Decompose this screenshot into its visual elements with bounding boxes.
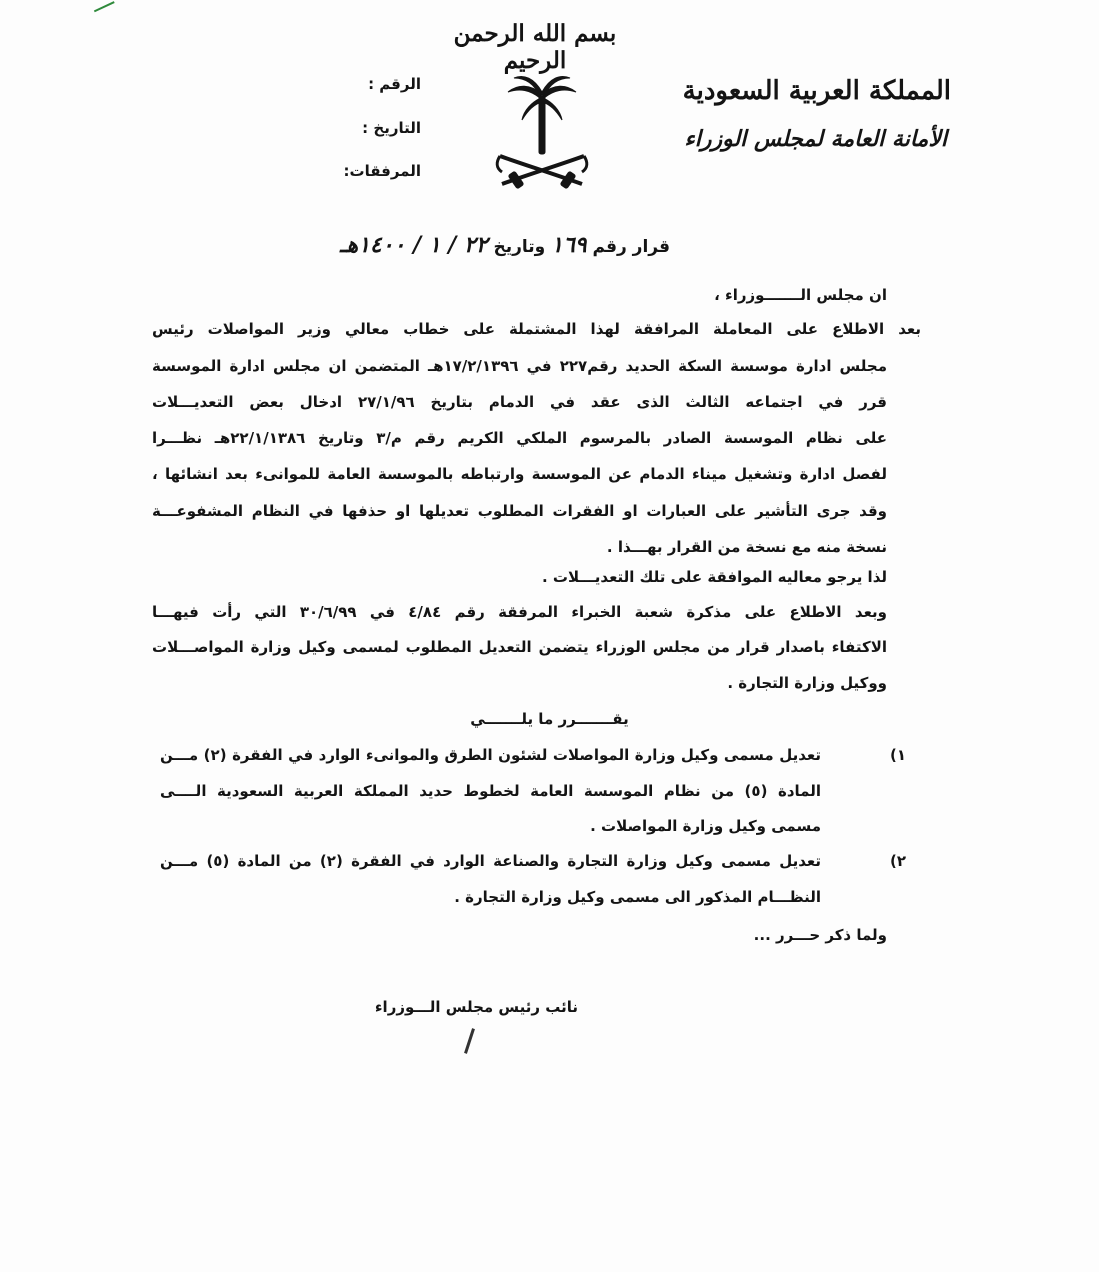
addressee-line: ان مجلس الـــــــوزراء ، <box>714 286 887 304</box>
body-line: مجلس ادارة موسسة السكة الحديد رقم٢٢٧ في ١٧/٢/١٣٩٦هـ المتضمن ان مجلس ادارة الموسسة <box>152 357 887 375</box>
body-line: نسخة منه مع نسخة من القرار بهـــذا . <box>606 538 887 556</box>
item-number: ١) <box>889 746 906 764</box>
decision-number: ١٦٩ <box>551 232 587 258</box>
body-line: ووكيل وزارة التجارة . <box>727 674 887 692</box>
item-line: المادة (٥) من نظام الموسسة العامة لخطوط حديد المملكة العربية السعودية الــــى <box>160 782 821 800</box>
decides-heading: يقـــــــرر ما يلـــــــي <box>470 710 629 728</box>
decision-title <box>270 232 670 258</box>
closing-line: ولما ذكر حـــرر ... <box>753 926 887 944</box>
date-label: التاريخ : <box>362 119 421 137</box>
decision-date: ٢٢ / ١ / ١٤٠٠هـ <box>340 232 488 258</box>
basmala: بسم الله الرحمن الرحيم <box>453 20 617 74</box>
body-line: قرر في اجتماعه الثالث الذى عقد في الدمام بتاريخ ٢٧/١/٩٦ ادخال بعض التعديـــلات <box>152 393 888 411</box>
item-number: ٢) <box>889 852 906 870</box>
number-label: الرقم : <box>368 75 421 93</box>
signature-title: نائب رئيس مجلس الـــوزراء <box>374 998 578 1016</box>
decision-prefix: قرار رقم <box>592 237 670 257</box>
item-line: تعديل مسمى وكيل وزارة المواصلات لشئون الطرق والموانىء الوارد في الفقرة (٢) مـــن <box>160 746 821 764</box>
item-line: تعديل مسمى وكيل وزارة التجارة والصناعة الوارد في الفقرة (٢) من المادة (٥) مـــن <box>160 852 821 870</box>
item-line: مسمى وكيل وزارة المواصلات . <box>590 817 821 835</box>
body-line: وبعد الاطلاع على مذكرة شعبة الخبراء المرفقة رقم ٤/٨٤ في ٣٠/٦/٩٩ التي رأت فيهـــا <box>152 603 887 621</box>
palm-swords-emblem-icon <box>492 72 592 196</box>
secretariat-name: الأمانة العامة لمجلس الوزراء <box>684 126 947 152</box>
item-line: النظـــام المذكور الى مسمى وكيل وزارة التجارة . <box>454 888 821 906</box>
kingdom-name: المملكة العربية السعودية <box>682 76 951 106</box>
body-line: وقد جرى التأشير على العبارات او الفقرات المطلوب تعديلها او حذفها في النظام المشفوعـــة <box>152 502 887 520</box>
body-line: بعد الاطلاع على المعاملة المرافقة لهذا المشتملة على خطاب معالي وزير المواصلات رئيس <box>152 320 921 338</box>
body-line: لفصل ادارة وتشغيل ميناء الدمام عن الموسسة وارتباطه بالموسسة العامة للموانىء بعد انشائها ، <box>152 465 887 483</box>
corner-mark <box>91 0 114 12</box>
decision-date-prefix: وتاريخ <box>493 237 546 257</box>
pen-mark <box>464 1028 475 1054</box>
body-line: على نظام الموسسة الصادر بالمرسوم الملكي الكريم رقم م/٣ وتاريخ ٢٢/١/١٣٨٦هـ نظـــرا <box>152 429 887 447</box>
body-line: لذا يرجو معاليه الموافقة على تلك التعديـــلات . <box>542 568 887 586</box>
body-line: الاكتفاء باصدار قرار من مجلس الوزراء يتضمن التعديل المطلوب لمسمى وكيل وزارة المواصـــلات <box>152 638 887 656</box>
attachments-label: المرفقات: <box>343 162 421 180</box>
